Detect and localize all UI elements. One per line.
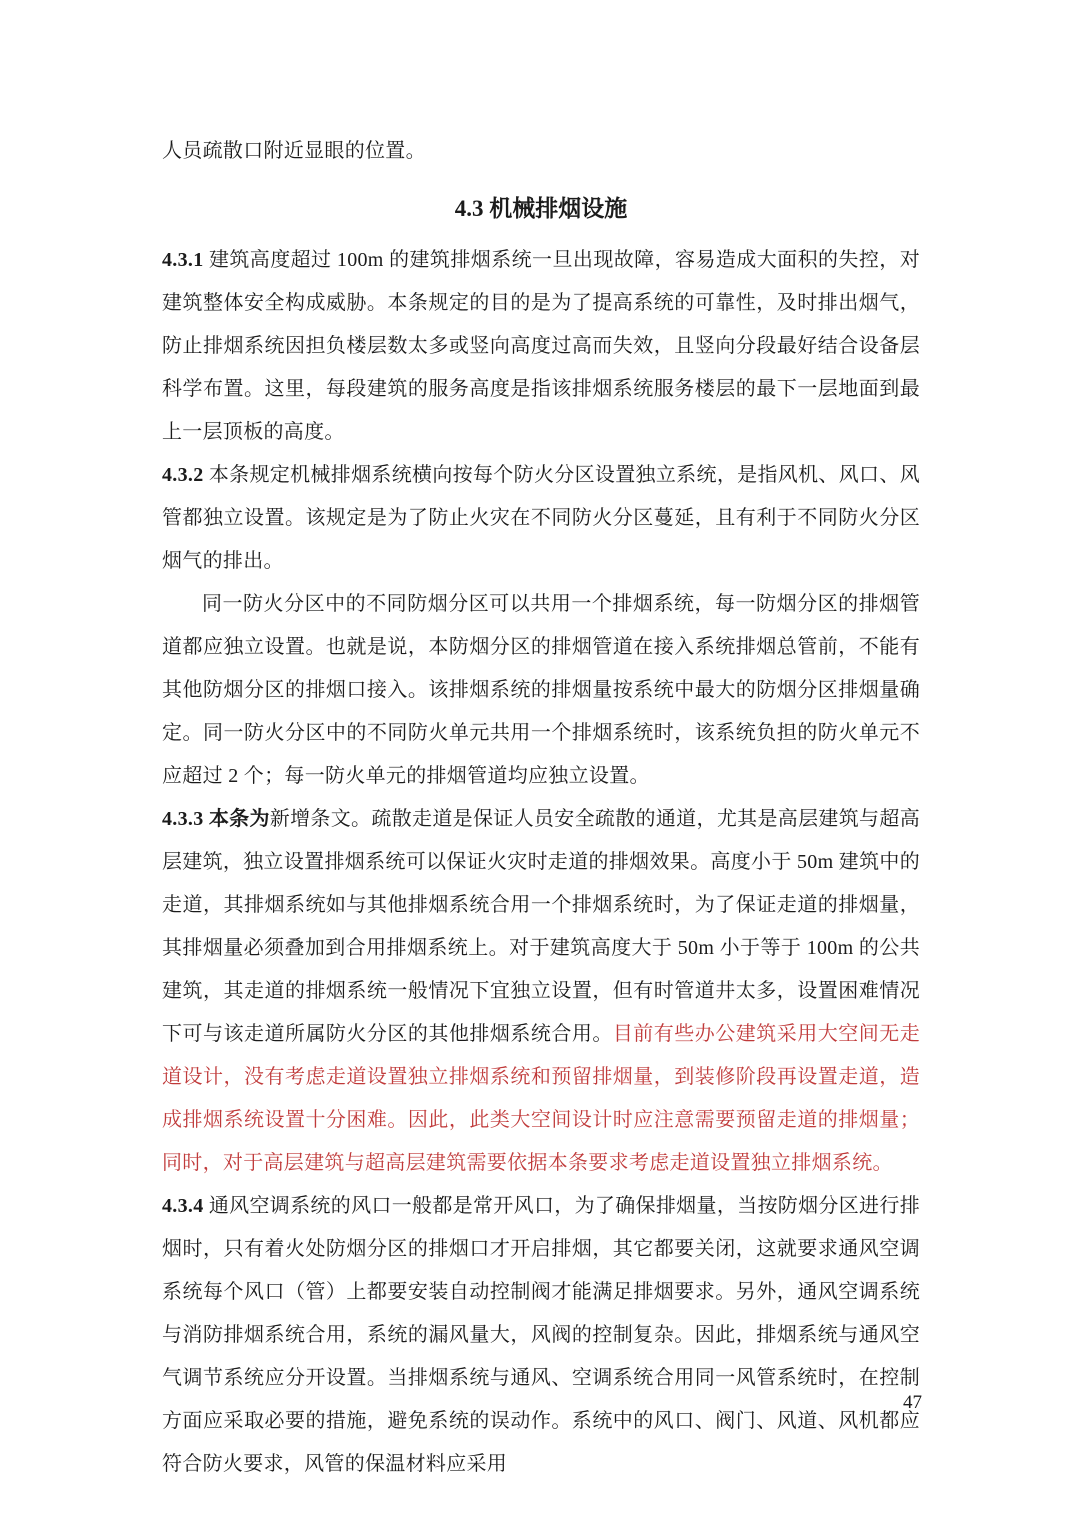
paragraph-4-3-3: [162, 798, 920, 1185]
document-content: [162, 130, 920, 1486]
clause-text-4-3-4: 通风空调系统的风口一般都是常开风口，为了确保排烟量，当按防烟分区进行排烟时，只有着火处防烟分区的排烟口才开启排烟，其它都要关闭，这就要求通风空调系统每个风口（管）上都要安装自动控制阀才能满足排烟要求。另外，通风空调系统与消防排烟系统合用，系统的漏风量大，风阀的控制复杂。因此，排烟系统与通风空气调节系统应分开设置。当排烟系统与通风、空调系统合用同一风管系统时，在控制方面应采取必要的措施，避免系统的误动作。系统中的风口、阀门、风道、风机都应符合防火要求，风管的保温材料应采用: [162, 1195, 920, 1475]
clause-text-4-3-3: 新增条文。疏散走道是保证人员安全疏散的通道，尤其是高层建筑与超高层建筑，独立设置排烟系统可以保证火灾时走道的排烟效果。高度小于 50m 建筑中的走道，其排烟系统如与其他排烟系统合用一个排烟系统时，为了保证走道的排烟量，其排烟量必须叠加到合用排烟系统上。对于建筑高度大于 50m 小于等于 100m 的公共建筑，其走道的排烟系统一般情况下宜独立设置，但有时管道井太多，设置困难情况下可与该走道所属防火分区的其他排烟系统合用。: [162, 808, 920, 1045]
clause-number-4-3-4: 4.3.4: [162, 1195, 209, 1217]
paragraph-intro: 人员疏散口附近显眼的位置。: [162, 140, 426, 162]
clause-number-4-3-3: 4.3.3 本条为: [162, 808, 270, 830]
paragraph-4-3-2-supplement: [162, 583, 920, 798]
clause-number-4-3-1: 4.3.1: [162, 249, 209, 271]
page-number: 47: [903, 1392, 922, 1413]
clause-text-4-3-2: 本条规定机械排烟系统横向按每个防火分区设置独立系统，是指风机、风口、风管都独立设置。该规定是为了防止火灾在不同防火分区蔓延，且有利于不同防火分区烟气的排出。: [162, 464, 920, 572]
clause-text-4-3-1: 建筑高度超过 100m 的建筑排烟系统一旦出现故障，容易造成大面积的失控，对建筑整体安全构成威胁。本条规定的目的是为了提高系统的可靠性，及时排出烟气，防止排烟系统因担负楼层数太多或竖向高度过高而失效，且竖向分段最好结合设备层科学布置。这里，每段建筑的服务高度是指该排烟系统服务楼层的最下一层地面到最上一层顶板的高度。: [162, 249, 920, 443]
paragraph-4-3-4: [162, 1185, 920, 1486]
clause-red-annotation-4-3-3: 目前有些办公建筑采用大空间无走道设计，没有考虑走道设置独立排烟系统和预留排烟量，到装修阶段再设置走道，造成排烟系统设置十分困难。因此，此类大空间设计时应注意需要预留走道的排烟量；同时，对于高层建筑与超高层建筑需要依据本条要求考虑走道设置独立排烟系统。: [162, 1023, 920, 1174]
section-heading: 4.3 机械排烟设施: [454, 196, 628, 221]
paragraph-4-3-1: [162, 239, 920, 454]
clause-text-4-3-2-supplement: 同一防火分区中的不同防烟分区可以共用一个排烟系统，每一防烟分区的排烟管道都应独立设置。也就是说，本防烟分区的排烟管道在接入系统排烟总管前，不能有其他防烟分区的排烟口接入。该排烟系统的排烟量按系统中最大的防烟分区排烟量确定。同一防火分区中的不同防火单元共用一个排烟系统时，该系统负担的防火单元不应超过 2 个；每一防火单元的排烟管道均应独立设置。: [162, 593, 920, 787]
clause-number-4-3-2: 4.3.2: [162, 464, 209, 486]
paragraph-4-3-2: [162, 454, 920, 583]
page-footer: [903, 1390, 922, 1416]
